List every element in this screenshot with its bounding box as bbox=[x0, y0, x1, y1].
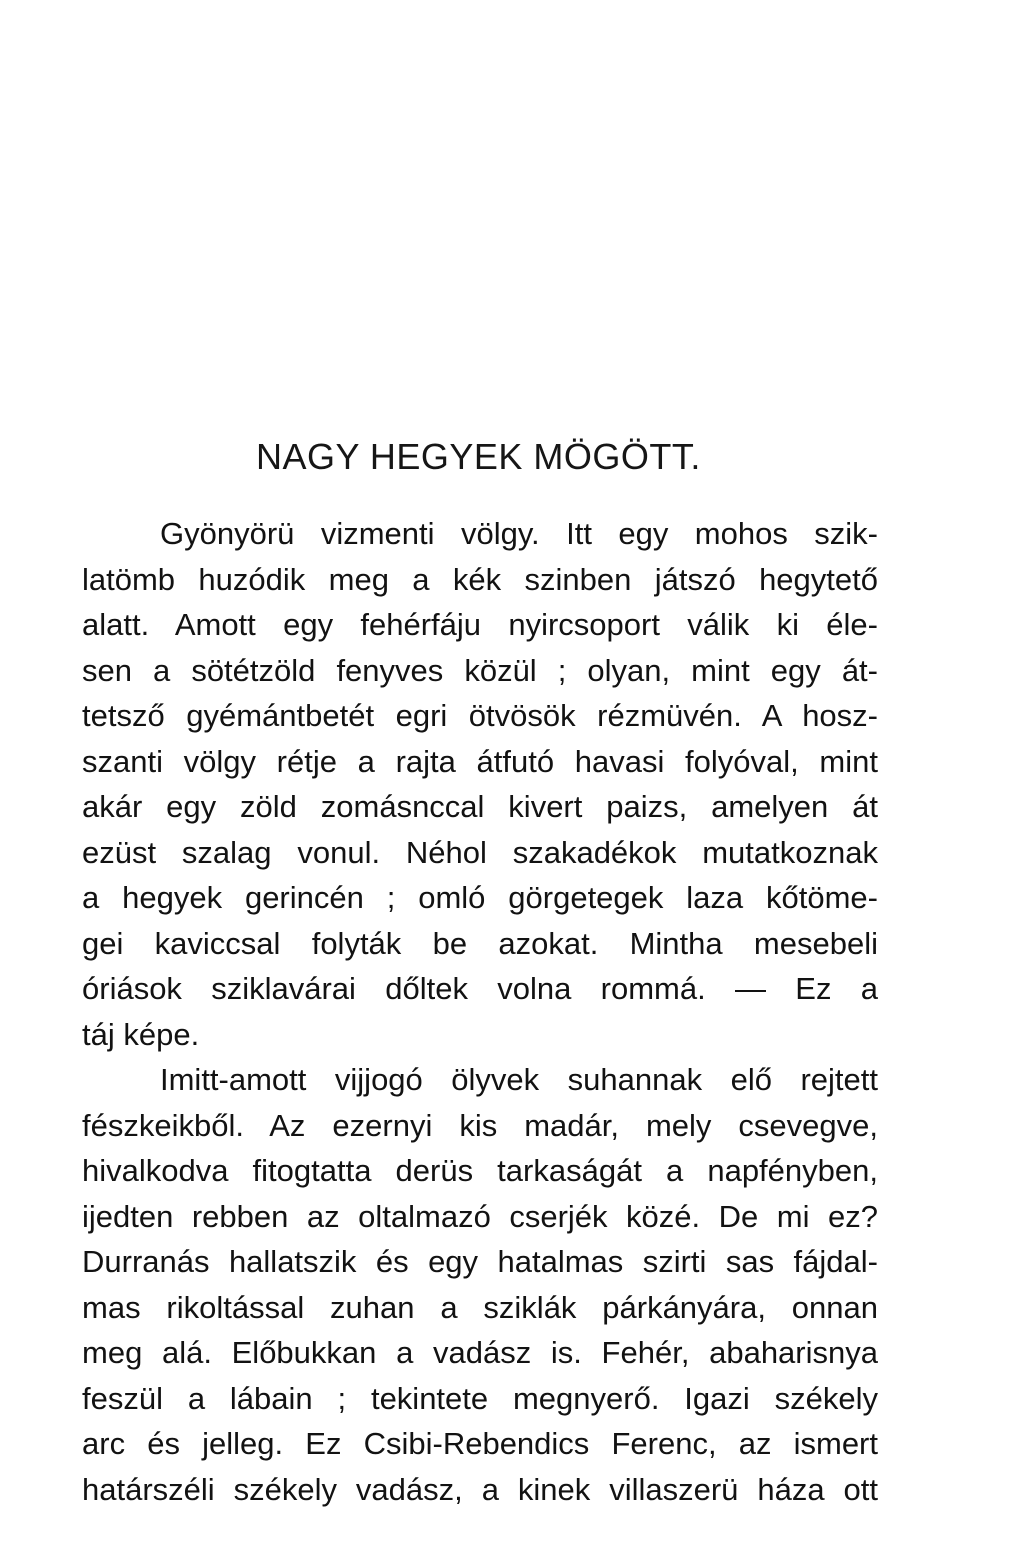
text-line: latömb huzódik meg a kék szinben játszó hegytető bbox=[82, 561, 878, 597]
text-line: mas rikoltással zuhan a sziklák párkányára, onnan bbox=[82, 1289, 878, 1325]
text-line: arc és jelleg. Ez Csibi-Rebendics Ferenc, az ismert bbox=[82, 1426, 878, 1461]
text-line: ezüst szalag vonul. Néhol szakadékok mutatkoznak bbox=[82, 834, 878, 870]
text-line: a hegyek gerincén ; omló görgetegek laza kőtöme- bbox=[82, 880, 878, 915]
text-line: szanti völgy rétje a rajta átfutó havasi folyóval, mint bbox=[82, 743, 878, 779]
body-text bbox=[82, 511, 878, 1512]
text-line: tetsző gyémántbetét egri ötvösök rézmüvén. A hosz- bbox=[82, 698, 878, 733]
text-line: táj képe. bbox=[82, 1016, 200, 1052]
text-line: alatt. Amott egy fehérfáju nyircsoport válik ki éle- bbox=[82, 607, 878, 642]
chapter-title: NAGY HEGYEK MÖGÖTT. bbox=[256, 436, 701, 477]
text-line: hivalkodva fitogtatta derüs tarkaságát a napfényben, bbox=[82, 1153, 878, 1188]
text-line: Gyönyörü vizmenti völgy. Itt egy mohos szik- bbox=[160, 516, 878, 551]
text-line: gei kaviccsal folyták be azokat. Mintha mesebeli bbox=[82, 925, 878, 961]
text-line: Imitt-amott vijjogó ölyvek suhannak elő rejtett bbox=[160, 1062, 878, 1097]
text-line: sen a sötétzöld fenyves közül ; olyan, mint egy át- bbox=[82, 652, 878, 688]
text-line: Durranás hallatszik és egy hatalmas szirti sas fájdal- bbox=[82, 1244, 878, 1279]
text-line: ijedten rebben az oltalmazó cserjék közé. De mi ez? bbox=[82, 1198, 878, 1234]
text-line: fészkeikből. Az ezernyi kis madár, mely csevegve, bbox=[82, 1107, 878, 1143]
text-line: határszéli székely vadász, a kinek villaszerü háza ott bbox=[82, 1471, 878, 1507]
text-line: óriások sziklavárai dőltek volna rommá. — Ez a bbox=[82, 971, 878, 1006]
text-line: meg alá. Előbukkan a vadász is. Fehér, abaharisnya bbox=[82, 1335, 878, 1370]
text-line: feszül a lábain ; tekintete megnyerő. Igazi székely bbox=[82, 1380, 878, 1416]
text-line: akár egy zöld zomásnccal kivert paizs, amelyen át bbox=[82, 789, 878, 824]
